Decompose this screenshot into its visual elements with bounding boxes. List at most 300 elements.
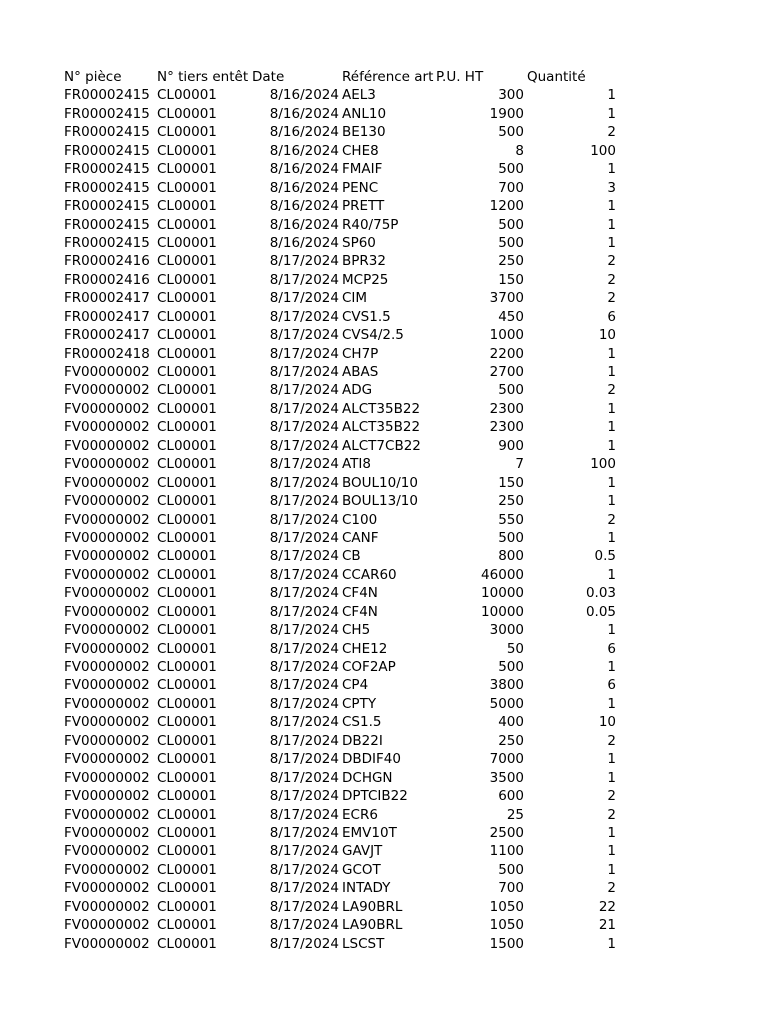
piece-cell: FR00002417 (64, 308, 150, 325)
reference-cell: LA90BRL (342, 898, 403, 915)
reference-cell: ECR6 (342, 806, 378, 823)
tiers-cell: CL00001 (157, 659, 217, 675)
header-quantity: Quantité (527, 69, 586, 85)
reference-cell: GCOT (342, 861, 381, 878)
date-cell: 8/17/2024 (269, 714, 339, 731)
date-cell: 8/17/2024 (269, 456, 339, 473)
reference-cell: R40/75P (342, 216, 399, 233)
piece-cell: FV00000002 (64, 843, 150, 860)
piece-cell: FR00002416 (64, 271, 150, 288)
quantity-cell: 1 (607, 216, 616, 233)
unit-price-cell: 8 (515, 142, 524, 159)
unit-price-cell: 50 (506, 640, 524, 657)
date-cell: 8/16/2024 (269, 105, 339, 122)
table-row (0, 418, 768, 436)
table-row (0, 492, 768, 510)
quantity-cell: 2 (607, 271, 616, 288)
tiers-cell: CL00001 (157, 677, 217, 694)
quantity-cell: 100 (590, 456, 616, 473)
piece-cell: FV00000002 (64, 437, 150, 454)
tiers-cell: CL00001 (157, 898, 217, 915)
reference-cell: CVS4/2.5 (342, 327, 404, 344)
unit-price-cell: 2500 (489, 824, 524, 841)
table-row (0, 584, 768, 602)
table-row (0, 787, 768, 805)
tiers-cell: CL00001 (157, 843, 217, 860)
table-row (0, 179, 768, 197)
tiers-cell: CL00001 (157, 751, 217, 768)
reference-cell: CPTY (342, 695, 377, 712)
unit-price-cell: 500 (498, 161, 524, 178)
date-cell: 8/17/2024 (269, 622, 339, 639)
quantity-cell: 10 (598, 327, 616, 344)
unit-price-cell: 500 (498, 861, 524, 878)
date-cell: 8/16/2024 (269, 142, 339, 159)
tiers-cell: CL00001 (157, 290, 217, 307)
piece-cell: FV00000002 (64, 935, 150, 952)
reference-cell: BOUL13/10 (342, 493, 418, 510)
unit-price-cell: 3700 (489, 290, 524, 307)
piece-cell: FV00000002 (64, 511, 150, 528)
table-row (0, 732, 768, 750)
piece-cell: FR00002415 (64, 216, 150, 233)
table-row (0, 123, 768, 141)
unit-price-cell: 150 (498, 474, 524, 491)
reference-cell: ABAS (342, 364, 379, 380)
date-cell: 8/17/2024 (269, 880, 339, 897)
data-rows (0, 86, 768, 953)
quantity-cell: 100 (590, 142, 616, 159)
date-cell: 8/17/2024 (269, 695, 339, 712)
unit-price-cell: 250 (498, 732, 524, 749)
tiers-cell: CL00001 (157, 695, 217, 712)
table-row (0, 326, 768, 344)
quantity-cell: 2 (607, 253, 616, 270)
table-row (0, 824, 768, 842)
piece-cell: FV00000002 (64, 603, 150, 620)
piece-cell: FV00000002 (64, 622, 150, 639)
date-cell: 8/17/2024 (269, 659, 339, 675)
piece-cell: FV00000002 (64, 474, 150, 491)
quantity-cell: 3 (607, 179, 616, 196)
table-row (0, 676, 768, 694)
reference-cell: COF2AP (342, 659, 396, 675)
reference-cell: BE130 (342, 124, 386, 141)
reference-cell: ALCT7CB22 (342, 437, 421, 454)
date-cell: 8/16/2024 (269, 161, 339, 178)
date-cell: 8/17/2024 (269, 529, 339, 546)
date-cell: 8/17/2024 (269, 843, 339, 860)
quantity-cell: 1 (607, 345, 616, 362)
quantity-cell: 1 (607, 198, 616, 215)
table-row (0, 640, 768, 658)
reference-cell: FMAIF (342, 161, 383, 178)
quantity-cell: 0.03 (585, 585, 616, 602)
reference-cell: ALCT35B22 (342, 419, 421, 436)
date-cell: 8/17/2024 (269, 824, 339, 841)
unit-price-cell: 1500 (489, 935, 524, 952)
unit-price-cell: 1200 (489, 198, 524, 215)
tiers-cell: CL00001 (157, 271, 217, 288)
date-cell: 8/17/2024 (269, 806, 339, 823)
tiers-cell: CL00001 (157, 917, 217, 934)
table-row (0, 713, 768, 731)
reference-cell: C100 (342, 511, 378, 528)
date-cell: 8/17/2024 (269, 345, 339, 362)
reference-cell: CS1.5 (342, 714, 382, 731)
table-row (0, 234, 768, 252)
table-row (0, 474, 768, 492)
piece-cell: FV00000002 (64, 400, 150, 417)
tiers-cell: CL00001 (157, 179, 217, 196)
piece-cell: FV00000002 (64, 493, 150, 510)
date-cell: 8/16/2024 (269, 234, 339, 251)
reference-cell: CIM (342, 290, 368, 307)
piece-cell: FV00000002 (64, 382, 150, 399)
tiers-cell: CL00001 (157, 364, 217, 380)
piece-cell: FV00000002 (64, 659, 150, 675)
piece-cell: FV00000002 (64, 364, 150, 380)
unit-price-cell: 46000 (481, 566, 524, 583)
table-row (0, 197, 768, 215)
date-cell: 8/17/2024 (269, 271, 339, 288)
unit-price-cell: 300 (498, 87, 524, 104)
quantity-cell: 1 (607, 751, 616, 768)
unit-price-cell: 3000 (489, 622, 524, 639)
date-cell: 8/17/2024 (269, 400, 339, 417)
piece-cell: FR00002415 (64, 179, 150, 196)
date-cell: 8/17/2024 (269, 603, 339, 620)
piece-cell: FR00002415 (64, 161, 150, 178)
date-cell: 8/17/2024 (269, 640, 339, 657)
unit-price-cell: 150 (498, 271, 524, 288)
quantity-cell: 1 (607, 364, 616, 380)
unit-price-cell: 500 (498, 124, 524, 141)
unit-price-cell: 400 (498, 714, 524, 731)
quantity-cell: 1 (607, 566, 616, 583)
tiers-cell: CL00001 (157, 511, 217, 528)
tiers-cell: CL00001 (157, 142, 217, 159)
reference-cell: PRETT (342, 198, 385, 215)
unit-price-cell: 3800 (489, 677, 524, 694)
tiers-cell: CL00001 (157, 400, 217, 417)
tiers-cell: CL00001 (157, 861, 217, 878)
reference-cell: GAVJT (342, 843, 383, 860)
piece-cell: FV00000002 (64, 548, 150, 565)
tiers-cell: CL00001 (157, 234, 217, 251)
unit-price-cell: 800 (498, 548, 524, 565)
piece-cell: FV00000002 (64, 880, 150, 897)
quantity-cell: 1 (607, 437, 616, 454)
piece-cell: FV00000002 (64, 898, 150, 915)
header-row (0, 68, 768, 86)
quantity-cell: 2 (607, 806, 616, 823)
reference-cell: CH5 (342, 622, 371, 639)
table-row (0, 769, 768, 787)
reference-cell: BPR32 (342, 253, 386, 270)
piece-cell: FR00002415 (64, 124, 150, 141)
quantity-cell: 2 (607, 124, 616, 141)
table-row (0, 750, 768, 768)
tiers-cell: CL00001 (157, 566, 217, 583)
table-row (0, 437, 768, 455)
unit-price-cell: 450 (498, 308, 524, 325)
table-row (0, 308, 768, 326)
reference-cell: ALCT35B22 (342, 400, 421, 417)
unit-price-cell: 700 (498, 179, 524, 196)
unit-price-cell: 2700 (489, 364, 524, 380)
quantity-cell: 1 (607, 529, 616, 546)
quantity-cell: 2 (607, 880, 616, 897)
table-row (0, 898, 768, 916)
piece-cell: FR00002416 (64, 253, 150, 270)
unit-price-cell: 600 (498, 788, 524, 805)
date-cell: 8/17/2024 (269, 419, 339, 436)
quantity-cell: 1 (607, 474, 616, 491)
piece-cell: FR00002418 (64, 345, 150, 362)
date-cell: 8/17/2024 (269, 917, 339, 934)
unit-price-cell: 700 (498, 880, 524, 897)
table-row (0, 861, 768, 879)
piece-cell: FV00000002 (64, 529, 150, 546)
reference-cell: DCHGN (342, 769, 393, 786)
header-unit-price: P.U. HT (436, 69, 484, 85)
reference-cell: ANL10 (342, 105, 387, 122)
tiers-cell: CL00001 (157, 87, 217, 104)
unit-price-cell: 500 (498, 659, 524, 675)
tiers-cell: CL00001 (157, 493, 217, 510)
quantity-cell: 1 (607, 622, 616, 639)
date-cell: 8/17/2024 (269, 474, 339, 491)
piece-cell: FV00000002 (64, 824, 150, 841)
date-cell: 8/17/2024 (269, 327, 339, 344)
date-cell: 8/17/2024 (269, 511, 339, 528)
quantity-cell: 1 (607, 234, 616, 251)
reference-cell: LA90BRL (342, 917, 403, 934)
piece-cell: FV00000002 (64, 861, 150, 878)
tiers-cell: CL00001 (157, 640, 217, 657)
quantity-cell: 6 (607, 640, 616, 657)
unit-price-cell: 2300 (489, 400, 524, 417)
reference-cell: CHE12 (342, 640, 388, 657)
reference-cell: ADG (342, 382, 373, 399)
piece-cell: FR00002415 (64, 105, 150, 122)
tiers-cell: CL00001 (157, 935, 217, 952)
quantity-cell: 1 (607, 400, 616, 417)
piece-cell: FR00002417 (64, 290, 150, 307)
date-cell: 8/17/2024 (269, 788, 339, 805)
date-cell: 8/16/2024 (269, 216, 339, 233)
reference-cell: CANF (342, 529, 379, 546)
tiers-cell: CL00001 (157, 474, 217, 491)
table-row (0, 566, 768, 584)
unit-price-cell: 250 (498, 253, 524, 270)
reference-cell: MCP25 (342, 271, 389, 288)
date-cell: 8/17/2024 (269, 308, 339, 325)
unit-price-cell: 1050 (489, 898, 524, 915)
piece-cell: FV00000002 (64, 917, 150, 934)
date-cell: 8/17/2024 (269, 437, 339, 454)
tiers-cell: CL00001 (157, 788, 217, 805)
table-row (0, 86, 768, 104)
quantity-cell: 0.05 (585, 603, 616, 620)
date-cell: 8/17/2024 (269, 898, 339, 915)
tiers-cell: CL00001 (157, 345, 217, 362)
quantity-cell: 0.5 (594, 548, 616, 565)
tiers-cell: CL00001 (157, 105, 217, 122)
quantity-cell: 2 (607, 290, 616, 307)
date-cell: 8/17/2024 (269, 253, 339, 270)
table-row (0, 658, 768, 676)
reference-cell: PENC (342, 179, 379, 196)
reference-cell: EMV10T (342, 824, 397, 841)
reference-cell: CHE8 (342, 142, 379, 159)
piece-cell: FR00002415 (64, 198, 150, 215)
quantity-cell: 10 (598, 714, 616, 731)
piece-cell: FR00002415 (64, 87, 150, 104)
unit-price-cell: 10000 (481, 603, 524, 620)
quantity-cell: 6 (607, 308, 616, 325)
piece-cell: FR00002415 (64, 142, 150, 159)
reference-cell: CVS1.5 (342, 308, 391, 325)
date-cell: 8/17/2024 (269, 769, 339, 786)
quantity-cell: 1 (607, 419, 616, 436)
reference-cell: ATI8 (342, 456, 372, 473)
table-row (0, 879, 768, 897)
date-cell: 8/16/2024 (269, 198, 339, 215)
reference-cell: LSCST (342, 935, 385, 952)
piece-cell: FV00000002 (64, 419, 150, 436)
reference-cell: CCAR60 (342, 566, 397, 583)
tiers-cell: CL00001 (157, 548, 217, 565)
tiers-cell: CL00001 (157, 437, 217, 454)
quantity-cell: 1 (607, 493, 616, 510)
piece-cell: FV00000002 (64, 769, 150, 786)
quantity-cell: 1 (607, 843, 616, 860)
piece-cell: FV00000002 (64, 456, 150, 473)
reference-cell: AEL3 (342, 87, 376, 104)
unit-price-cell: 500 (498, 529, 524, 546)
tiers-cell: CL00001 (157, 529, 217, 546)
tiers-cell: CL00001 (157, 714, 217, 731)
table-row (0, 529, 768, 547)
header-tiers: N° tiers entêt (157, 69, 249, 85)
reference-cell: CH7P (342, 345, 379, 362)
quantity-cell: 1 (607, 695, 616, 712)
reference-cell: BOUL10/10 (342, 474, 418, 491)
unit-price-cell: 500 (498, 234, 524, 251)
date-cell: 8/17/2024 (269, 548, 339, 565)
piece-cell: FR00002415 (64, 234, 150, 251)
piece-cell: FV00000002 (64, 677, 150, 694)
quantity-cell: 1 (607, 87, 616, 104)
table-row (0, 381, 768, 399)
quantity-cell: 1 (607, 769, 616, 786)
header-reference: Référence art (342, 69, 434, 85)
reference-cell: CF4N (342, 603, 378, 620)
tiers-cell: CL00001 (157, 198, 217, 215)
table-row (0, 345, 768, 363)
table-row (0, 842, 768, 860)
piece-cell: FV00000002 (64, 806, 150, 823)
header-piece: N° pièce (64, 69, 122, 85)
tiers-cell: CL00001 (157, 585, 217, 602)
table-row (0, 271, 768, 289)
unit-price-cell: 5000 (489, 695, 524, 712)
tiers-cell: CL00001 (157, 382, 217, 399)
table-row (0, 916, 768, 934)
tiers-cell: CL00001 (157, 419, 217, 436)
unit-price-cell: 250 (498, 493, 524, 510)
unit-price-cell: 3500 (489, 769, 524, 786)
unit-price-cell: 10000 (481, 585, 524, 602)
date-cell: 8/17/2024 (269, 493, 339, 510)
unit-price-cell: 1100 (489, 843, 524, 860)
table-row (0, 806, 768, 824)
tiers-cell: CL00001 (157, 880, 217, 897)
unit-price-cell: 1000 (489, 327, 524, 344)
reference-cell: INTADY (342, 880, 391, 897)
date-cell: 8/16/2024 (269, 179, 339, 196)
tiers-cell: CL00001 (157, 161, 217, 178)
reference-cell: DBDIF40 (342, 751, 401, 768)
quantity-cell: 21 (598, 917, 616, 934)
piece-cell: FV00000002 (64, 566, 150, 583)
tiers-cell: CL00001 (157, 456, 217, 473)
table-row (0, 621, 768, 639)
reference-cell: DB22I (342, 732, 383, 749)
date-cell: 8/17/2024 (269, 751, 339, 768)
date-cell: 8/17/2024 (269, 290, 339, 307)
unit-price-cell: 7 (515, 456, 524, 473)
quantity-cell: 2 (607, 511, 616, 528)
header-date: Date (252, 69, 285, 85)
unit-price-cell: 500 (498, 216, 524, 233)
date-cell: 8/16/2024 (269, 87, 339, 104)
reference-cell: CP4 (342, 677, 369, 694)
date-cell: 8/16/2024 (269, 124, 339, 141)
piece-cell: FV00000002 (64, 751, 150, 768)
quantity-cell: 1 (607, 824, 616, 841)
table-row (0, 252, 768, 270)
tiers-cell: CL00001 (157, 769, 217, 786)
tiers-cell: CL00001 (157, 308, 217, 325)
quantity-cell: 2 (607, 788, 616, 805)
date-cell: 8/17/2024 (269, 677, 339, 694)
quantity-cell: 6 (607, 677, 616, 694)
piece-cell: FR00002417 (64, 327, 150, 344)
date-cell: 8/17/2024 (269, 566, 339, 583)
unit-price-cell: 1900 (489, 105, 524, 122)
tiers-cell: CL00001 (157, 216, 217, 233)
date-cell: 8/17/2024 (269, 861, 339, 878)
piece-cell: FV00000002 (64, 695, 150, 712)
table-row (0, 511, 768, 529)
date-cell: 8/17/2024 (269, 364, 339, 380)
tiers-cell: CL00001 (157, 253, 217, 270)
unit-price-cell: 25 (506, 806, 524, 823)
unit-price-cell: 550 (498, 511, 524, 528)
spreadsheet-page (0, 68, 768, 953)
table-row (0, 455, 768, 473)
quantity-cell: 1 (607, 161, 616, 178)
piece-cell: FV00000002 (64, 585, 150, 602)
table-row (0, 603, 768, 621)
reference-cell: CB (342, 548, 361, 565)
quantity-cell: 1 (607, 935, 616, 952)
quantity-cell: 1 (607, 659, 616, 675)
unit-price-cell: 2300 (489, 419, 524, 436)
